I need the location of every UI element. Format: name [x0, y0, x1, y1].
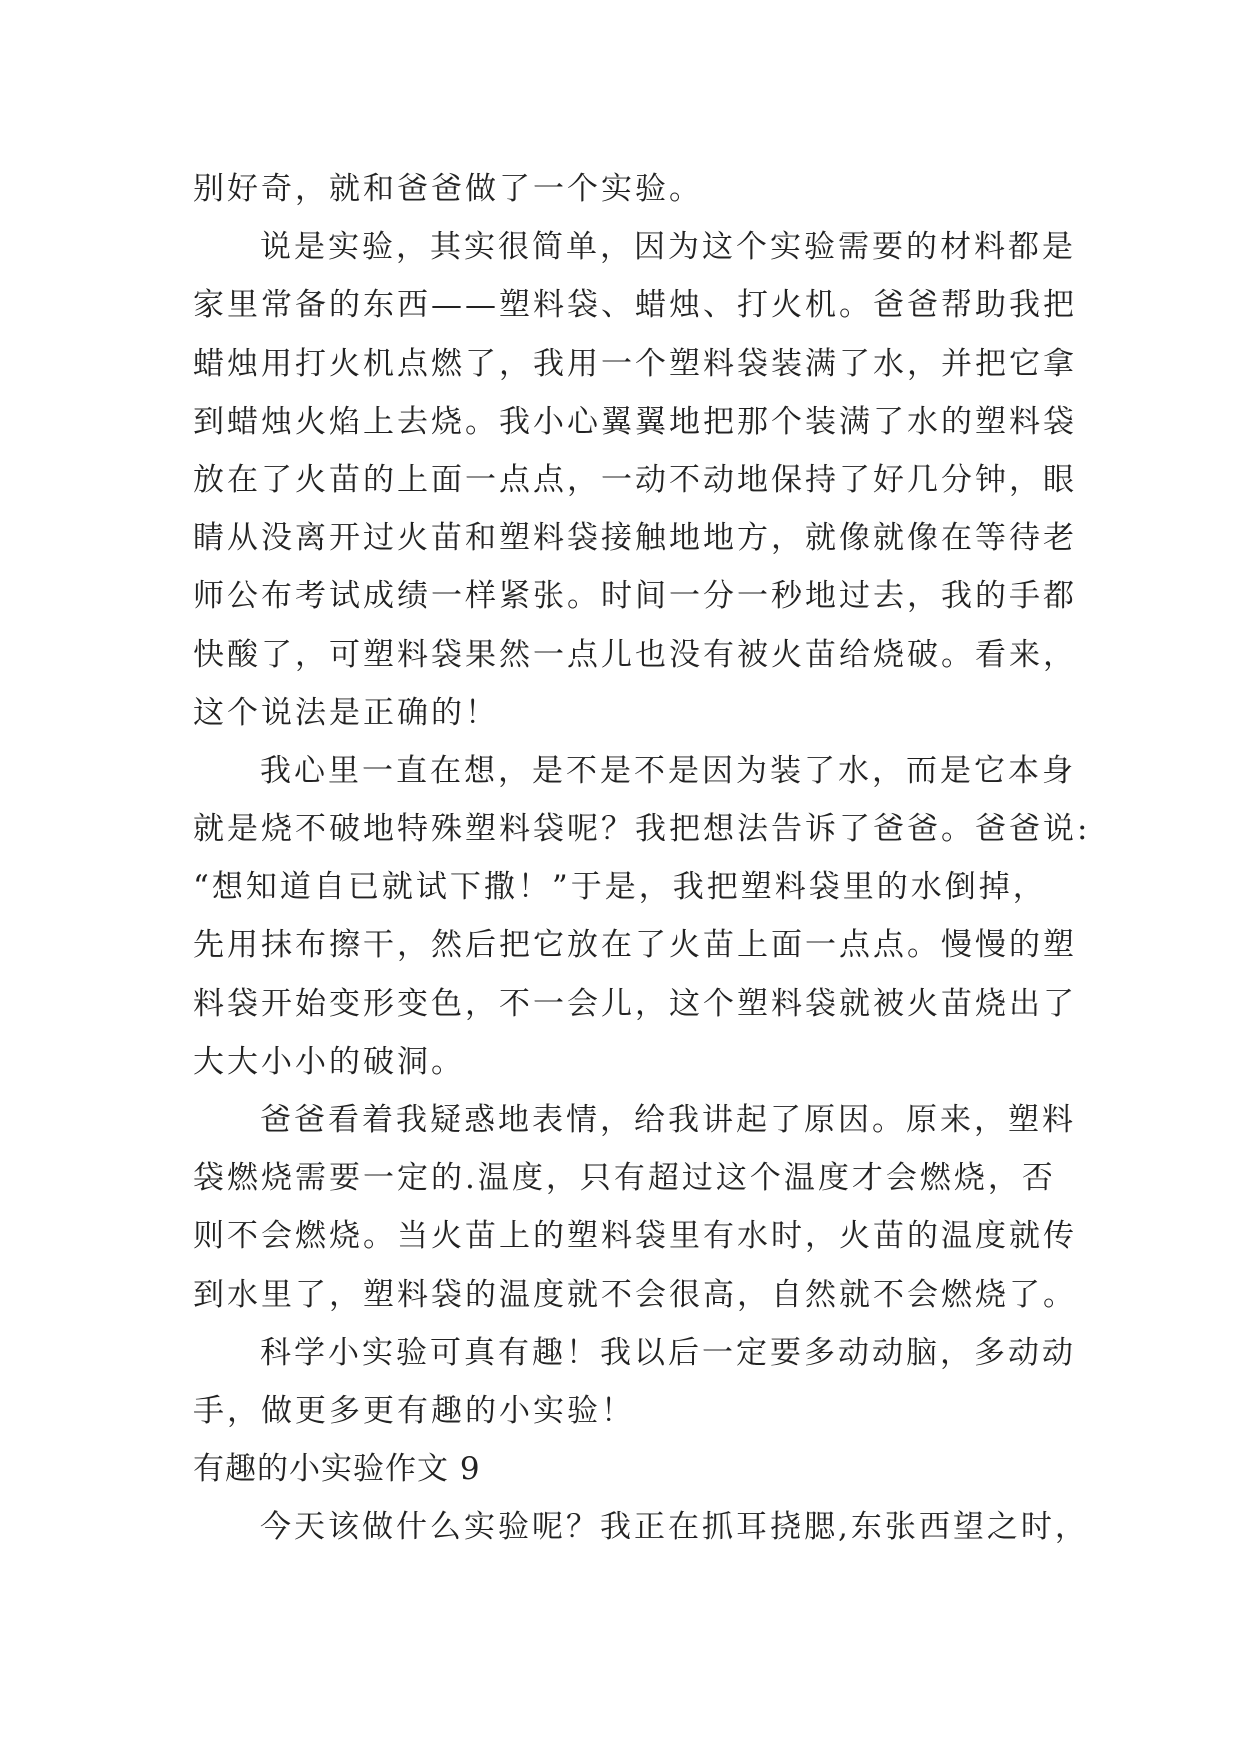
text-line: 家里常备的东西——塑料袋、蜡烛、打火机。爸爸帮助我把 — [193, 287, 1077, 324]
text-line: 到水里了，塑料袋的温度就不会很高，自然就不会燃烧了。 — [193, 1276, 1077, 1313]
text-line: 快酸了，可塑料袋果然一点儿也没有被火苗给烧破。看来， — [193, 636, 1077, 673]
section-heading: 有趣的小实验作文 9 — [193, 1451, 481, 1488]
text-line: 到蜡烛火焰上去烧。我小心翼翼地把那个装满了水的塑料袋 — [193, 403, 1077, 440]
text-line: 说是实验，其实很简单，因为这个实验需要的材料都是 — [260, 229, 1076, 266]
text-line: 蜡烛用打火机点燃了，我用一个塑料袋装满了水，并把它拿 — [193, 345, 1077, 382]
text-line: 今天该做什么实验呢？我正在抓耳挠腮,东张西望之时， — [260, 1509, 1089, 1546]
text-line: 爸爸看着我疑惑地表情，给我讲起了原因。原来，塑料 — [260, 1102, 1076, 1138]
document-body — [193, 160, 1091, 1557]
text-line: 师公布考试成绩一样紧张。时间一分一秒地过去，我的手都 — [193, 578, 1077, 615]
text-line: 放在了火苗的上面一点点，一动不动地保持了好几分钟，眼 — [193, 461, 1077, 498]
text-line: 这个说法是正确的！ — [193, 694, 499, 731]
text-line: 睛从没离开过火苗和塑料袋接触地地方，就像就像在等待老 — [193, 520, 1077, 557]
text-line: 先用抹布擦干，然后把它放在了火苗上面一点点。慢慢的塑 — [193, 927, 1077, 964]
text-line: “想知道自已就试下撒！”于是，我把塑料袋里的水倒掉， — [193, 869, 1047, 906]
text-line: 大大小小的破洞。 — [193, 1043, 465, 1080]
text-line: 袋燃烧需要一定的.温度，只有超过这个温度才会燃烧，否 — [193, 1160, 1056, 1197]
text-line: 就是烧不破地特殊塑料袋呢？我把想法告诉了爸爸。爸爸说: — [193, 811, 1091, 848]
text-line: 别好奇，就和爸爸做了一个实验。 — [193, 171, 703, 207]
text-line: 科学小实验可真有趣！我以后一定要多动动脑，多动动 — [260, 1334, 1076, 1371]
text-line: 料袋开始变形变色，不一会儿，这个塑料袋就被火苗烧出了 — [193, 985, 1077, 1022]
text-line: 则不会燃烧。当火苗上的塑料袋里有水时，火苗的温度就传 — [193, 1218, 1077, 1255]
text-line: 手，做更多更有趣的小实验！ — [193, 1392, 635, 1429]
text-line: 我心里一直在想，是不是不是因为装了水，而是它本身 — [260, 752, 1076, 789]
